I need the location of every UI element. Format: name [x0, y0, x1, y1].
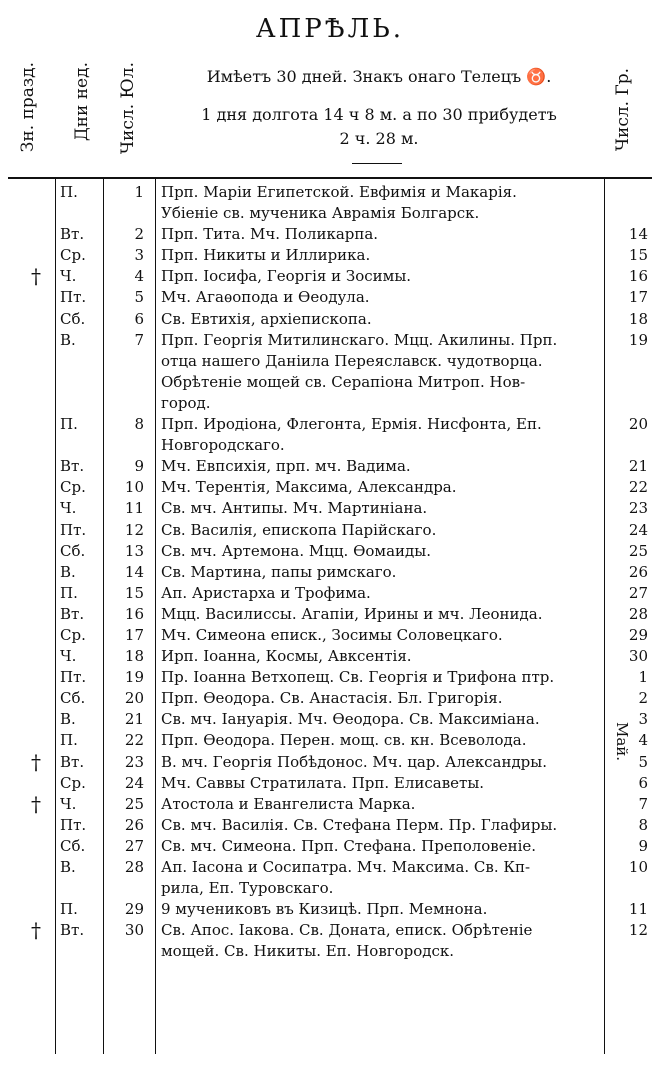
saints-text-line: Прп. Иродіона, Флегонта, Ермія. Нисфонта, Еп.	[161, 415, 542, 434]
gregorian-day-cell: 30	[628, 647, 648, 666]
calendar-row	[0, 309, 660, 330]
saints-text	[161, 836, 599, 857]
saints-text-line: Св. мч. Антипы. Мч. Мартиніана.	[161, 499, 428, 518]
gregorian-day-cell: 1	[638, 668, 648, 687]
saints-text	[161, 287, 599, 308]
saints-text-line: Прп. Никиты и Иллирика.	[161, 246, 371, 265]
gregorian-day-cell: 16	[628, 267, 648, 286]
gregorian-day-cell: 25	[628, 541, 648, 560]
gregorian-day-cell: 24	[628, 520, 648, 539]
saints-text-line: Св. Евтихія, архіепископа.	[161, 309, 372, 328]
julian-day-cell: 23	[124, 752, 144, 771]
calendar-row	[0, 836, 660, 857]
gregorian-day-cell: 10	[628, 858, 648, 876]
saints-text	[161, 562, 599, 583]
gregorian-day-cell: 4	[638, 731, 648, 750]
gregorian-day-cell: 23	[628, 499, 648, 518]
gregorian-day-cell: 26	[628, 562, 648, 581]
feast-mark: †	[31, 918, 41, 943]
julian-day-cell: 12	[124, 520, 144, 539]
saints-text	[161, 583, 599, 604]
julian-day-cell: 15	[124, 583, 144, 602]
saints-text	[161, 330, 599, 414]
header-feast-sign: Зн. празд.	[18, 62, 38, 153]
julian-day-cell: 27	[124, 836, 144, 855]
calendar-row	[0, 224, 660, 245]
saints-text	[161, 815, 599, 836]
gregorian-day-cell: 20	[628, 415, 648, 434]
header-dash	[352, 163, 402, 164]
saints-text-line: Новгородскаго.	[161, 436, 285, 455]
weekday-cell: Вт.	[60, 604, 85, 623]
saints-text	[161, 646, 599, 667]
julian-day-cell: 18	[124, 647, 144, 666]
calendar-row	[0, 791, 660, 816]
weekday-cell: Пт.	[60, 520, 87, 539]
weekday-cell: Пт.	[60, 668, 87, 687]
julian-day-cell: 13	[124, 541, 144, 560]
gregorian-day-cell: 22	[628, 478, 648, 497]
gregorian-day-cell: 18	[628, 309, 648, 328]
weekday-cell: Ч.	[60, 794, 77, 813]
weekday-cell: Сб.	[60, 836, 86, 855]
calendar-row	[0, 667, 660, 688]
page-title: АПРѢЛЬ.	[255, 14, 405, 44]
gregorian-day-cell: 15	[628, 246, 648, 265]
header-weekday: Дни нед.	[72, 62, 92, 142]
saints-text	[161, 541, 599, 562]
calendar-row	[0, 688, 660, 709]
gregorian-day-cell: 12	[628, 921, 648, 940]
saints-text	[161, 604, 599, 625]
gregorian-day-cell: 2	[638, 689, 648, 708]
calendar-row	[0, 857, 660, 899]
calendar-row	[0, 541, 660, 562]
weekday-cell: П.	[60, 415, 78, 434]
weekday-cell: В.	[60, 562, 76, 581]
weekday-cell: Вт.	[60, 921, 85, 940]
weekday-cell: Ч.	[60, 499, 77, 518]
saints-text	[161, 730, 599, 751]
saints-text-line: Прп. Іосифа, Георгія и Зосимы.	[161, 267, 412, 286]
saints-text	[161, 667, 599, 688]
saints-text-line: Прп. Ѳеодора. Перен. мощ. св. кн. Всеволода.	[161, 731, 527, 750]
saints-text-line: Св. мч. Іануарія. Мч. Ѳеодора. Св. Максиміана.	[161, 710, 540, 729]
julian-day-cell: 4	[134, 267, 144, 286]
calendar-row	[0, 583, 660, 604]
saints-text	[161, 857, 599, 899]
calendar-row	[0, 414, 660, 456]
weekday-cell: Вт.	[60, 752, 85, 771]
julian-day-cell: 2	[134, 225, 144, 244]
saints-text-line: Ирп. Іоанна, Космы, Авксентія.	[161, 647, 412, 666]
saints-text	[161, 773, 599, 794]
saints-text-line: Обрѣтеніе мощей св. Серапіона Митроп. Нов-	[161, 372, 526, 391]
julian-day-cell: 7	[134, 330, 144, 349]
calendar-row	[0, 245, 660, 266]
calendar-row	[0, 646, 660, 667]
gregorian-day-cell: 8	[638, 815, 648, 834]
month-info-line-2: 1 дня долгота 14 ч 8 м. а по 30 прибудетъ	[201, 105, 557, 124]
weekday-cell: Пт.	[60, 815, 87, 834]
saints-text	[161, 414, 599, 456]
julian-day-cell: 28	[124, 858, 144, 876]
gregorian-day-cell: 9	[638, 836, 648, 855]
julian-day-cell: 6	[134, 309, 144, 328]
saints-text-line: Прп. Георгія Митилинскаго. Мцц. Акилины. Прп.	[161, 330, 558, 349]
saints-text-line: Прп. Маріи Египетской. Евфимія и Макарія.	[161, 183, 517, 201]
calendar-row	[0, 266, 660, 287]
julian-day-cell: 24	[124, 773, 144, 792]
gregorian-day-cell: 6	[638, 773, 648, 792]
julian-day-cell: 16	[124, 604, 144, 623]
weekday-cell: П.	[60, 731, 78, 750]
weekday-cell: Сб.	[60, 689, 86, 708]
julian-day-cell: 1	[134, 183, 144, 201]
weekday-cell: Ср.	[60, 625, 86, 644]
calendar-row	[0, 562, 660, 583]
saints-text-line: Убіеніе св. мученика Аврамія Болгарск.	[161, 204, 480, 223]
calendar-row	[0, 520, 660, 541]
weekday-cell: Ч.	[60, 267, 77, 286]
saints-text	[161, 245, 599, 266]
gregorian-day-cell: 14	[628, 225, 648, 244]
weekday-cell: Ср.	[60, 773, 86, 792]
gregorian-day-cell: 3	[638, 710, 648, 729]
saints-text-line: Св. мч. Василія. Св. Стефана Перм. Пр. Глафиры.	[161, 815, 558, 834]
calendar-row	[0, 456, 660, 477]
julian-day-cell: 8	[134, 415, 144, 434]
saints-text-line: Св. мч. Симеона. Прп. Стефана. Преполовеніе.	[161, 836, 537, 855]
may-month-label: Май.	[613, 722, 631, 762]
julian-day-cell: 14	[124, 562, 144, 581]
saints-text-line: Прп. Ѳеодора. Св. Анастасія. Бл. Григорія.	[161, 689, 503, 708]
julian-day-cell: 26	[124, 815, 144, 834]
julian-day-cell: 9	[134, 457, 144, 476]
calendar-row	[0, 330, 660, 414]
calendar-row	[0, 899, 660, 920]
feast-mark: †	[31, 749, 41, 774]
gregorian-day-cell: 17	[628, 288, 648, 307]
gregorian-day-cell: 21	[628, 457, 648, 476]
saints-text	[161, 625, 599, 646]
calendar-row	[0, 815, 660, 836]
saints-text	[161, 309, 599, 330]
weekday-cell: Вт.	[60, 225, 85, 244]
saints-text	[161, 498, 599, 519]
julian-day-cell: 17	[124, 625, 144, 644]
calendar-row	[0, 730, 660, 751]
calendar-row	[0, 749, 660, 774]
julian-day-cell: 20	[124, 689, 144, 708]
julian-day-cell: 19	[124, 668, 144, 687]
calendar-row	[0, 625, 660, 646]
saints-text	[161, 520, 599, 541]
gregorian-day-cell: 11	[628, 900, 648, 919]
saints-text-line: рила, Еп. Туровскаго.	[161, 879, 334, 898]
calendar-row	[0, 182, 660, 224]
gregorian-day-cell: 28	[628, 604, 648, 623]
saints-text-line: Св. Василія, епископа Парійскаго.	[161, 520, 437, 539]
saints-text	[161, 477, 599, 498]
saints-text	[161, 752, 599, 773]
gregorian-day-cell: 19	[628, 330, 648, 349]
saints-text-line: В. мч. Георгія Побѣдонос. Мч. цар. Александры.	[161, 752, 547, 771]
weekday-cell: Вт.	[60, 457, 85, 476]
saints-text-line: Прп. Тита. Мч. Поликарпа.	[161, 225, 379, 244]
header-gregorian-date: Числ. Гр.	[613, 68, 633, 152]
calendar-row	[0, 709, 660, 730]
julian-day-cell: 29	[124, 900, 144, 919]
saints-text-line: Св. Мартина, папы римскаго.	[161, 562, 397, 581]
gregorian-day-cell: 27	[628, 583, 648, 602]
feast-mark: †	[31, 264, 41, 289]
calendar-row	[0, 604, 660, 625]
saints-text-line: Мч. Симеона еписк., Зосимы Соловецкаго.	[161, 625, 503, 644]
saints-text-line: отца нашего Даніила Переяславск. чудотворца.	[161, 351, 543, 370]
saints-text-line: Ап. Аристарха и Трофима.	[161, 583, 371, 602]
weekday-cell: Ч.	[60, 647, 77, 666]
calendar-row	[0, 287, 660, 308]
julian-day-cell: 25	[124, 794, 144, 813]
weekday-cell: Сб.	[60, 541, 86, 560]
saints-text-line: Мч. Евпсихія, прп. мч. Вадима.	[161, 457, 411, 476]
julian-day-cell: 3	[134, 246, 144, 265]
saints-text	[161, 920, 599, 962]
weekday-cell: Пт.	[60, 288, 87, 307]
saints-text	[161, 794, 599, 815]
saints-text-line: Ап. Іасона и Сосипатра. Мч. Максима. Св. Кп-	[161, 858, 531, 876]
saints-text-line: город.	[161, 393, 211, 412]
saints-text	[161, 688, 599, 709]
julian-day-cell: 10	[124, 478, 144, 497]
saints-text-line: Св. мч. Артемона. Мцц. Ѳомаиды.	[161, 541, 431, 560]
feast-mark: †	[31, 791, 41, 816]
gregorian-day-cell: 29	[628, 625, 648, 644]
weekday-cell: П.	[60, 900, 78, 919]
calendar-table	[0, 182, 660, 962]
julian-day-cell: 30	[124, 921, 144, 940]
julian-day-cell: 11	[124, 499, 144, 518]
saints-text-line: Пр. Іоанна Ветхопещ. Св. Георгія и Трифона птр.	[161, 668, 555, 687]
saints-text	[161, 224, 599, 245]
weekday-cell: П.	[60, 583, 78, 602]
saints-text-line: Мч. Саввы Стратилата. Прп. Елисаветы.	[161, 773, 485, 792]
saints-text-line: Мцц. Василиссы. Агапіи, Ирины и мч. Леонида.	[161, 604, 543, 623]
julian-day-cell: 22	[124, 731, 144, 750]
calendar-row	[0, 773, 660, 794]
weekday-cell: П.	[60, 183, 78, 201]
saints-text-line: Атостола и Евангелиста Марка.	[161, 794, 416, 813]
calendar-row	[0, 498, 660, 519]
month-info-line-1: Имѣетъ 30 дней. Знакъ онаго Телецъ ♉.	[206, 67, 552, 86]
header-rule	[8, 177, 652, 179]
calendar-row	[0, 920, 660, 962]
saints-text	[161, 182, 599, 224]
weekday-cell: В.	[60, 858, 76, 876]
gregorian-day-cell: 7	[638, 794, 648, 813]
calendar-row	[0, 477, 660, 498]
weekday-cell: Сб.	[60, 309, 86, 328]
saints-text	[161, 456, 599, 477]
weekday-cell: Ср.	[60, 246, 86, 265]
saints-text-line: мощей. Св. Никиты. Еп. Новгородск.	[161, 942, 455, 961]
month-info-line-3: 2 ч. 28 м.	[339, 129, 419, 148]
julian-day-cell: 21	[124, 710, 144, 729]
header-julian-date: Числ. Юл.	[118, 62, 138, 155]
gregorian-day-cell: 5	[638, 752, 648, 771]
saints-text	[161, 899, 599, 920]
weekday-cell: В.	[60, 710, 76, 729]
saints-text	[161, 709, 599, 730]
weekday-cell: Ср.	[60, 478, 86, 497]
saints-text	[161, 266, 599, 287]
julian-day-cell: 5	[134, 288, 144, 307]
saints-text-line: Мч. Терентія, Максима, Александра.	[161, 478, 457, 497]
weekday-cell: В.	[60, 330, 76, 349]
saints-text-line: Мч. Агаѳопода и Ѳеодула.	[161, 288, 370, 307]
saints-text-line: Св. Апос. Іакова. Св. Доната, еписк. Обрѣтеніе	[161, 921, 533, 940]
saints-text-line: 9 мучениковъ въ Кизицѣ. Прп. Мемнона.	[161, 900, 488, 919]
